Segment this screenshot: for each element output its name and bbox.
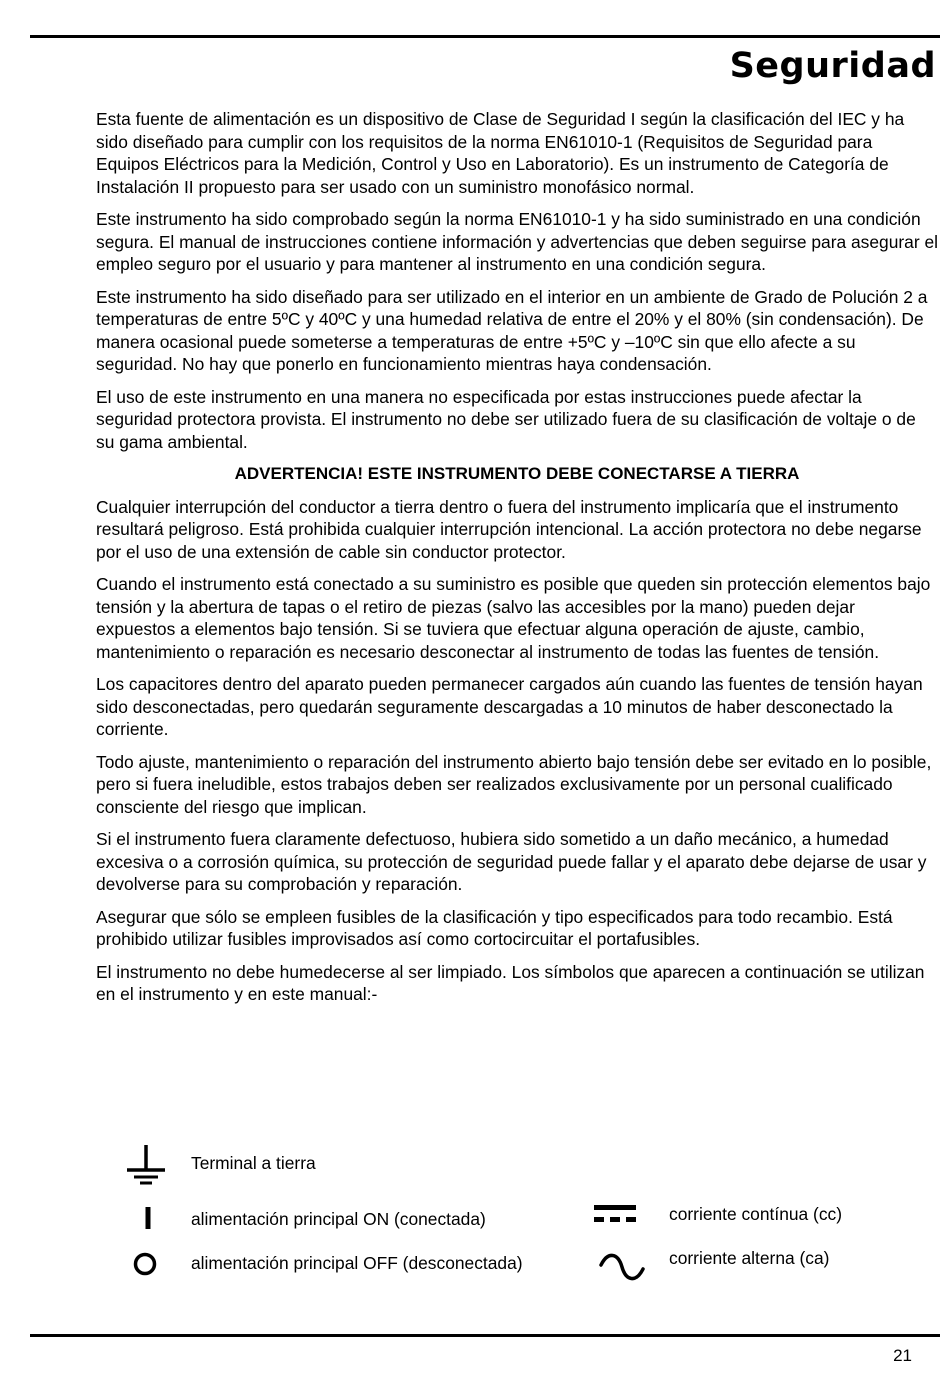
paragraph-9: Si el instrumento fuera claramente defectuoso, hubiera sido sometido a un daño mecánico, a humedad excesiva o a corrosión química, su protección de seguridad puede fallar y el aparato debe dejarse de usar y devolverse para su comprobación y reparación. <box>96 829 927 894</box>
warning-heading: ADVERTENCIA! ESTE INSTRUMENTO DEBE CONECTARSE A TIERRA <box>234 464 800 483</box>
paragraph-6: Cuando el instrumento está conectado a su suministro es posible que queden sin protección elementos bajo tensión y la abertura de tapas o el retiro de piezas (salvo las accesibles por la mano) pueden dejar expuestos a elementos bajo tensión. Si se tuviera que efectuar alguna operación de ajuste, cambio, mantenimiento o reparación es necesario desconectar al instrumento de todas las fuentes de tensión. <box>96 574 931 662</box>
paragraph-5: Cualquier interrupción del conductor a tierra dentro o fuera del instrumento implicaría que el instrumento resultará peligroso. Está prohibida cualquier interrupción intencional. La acción protectora no debe negarse por el uso de una extensión de cable sin conductor protector. <box>96 496 922 562</box>
page-title: Seguridad <box>729 46 936 86</box>
paragraph-10: Asegurar que sólo se empleen fusibles de la clasificación y tipo especificados para todo recambio. Está prohibido utilizar fusibles improvisados así como cortocircuitar el portafusibles. <box>96 906 893 949</box>
paragraph-4: El uso de este instrumento en una manera no especificada por estas instrucciones puede afectar la seguridad protectora provista. El instrumento no debe ser utilizado fuera de su clasificación de voltaje o de su gama ambiental. <box>96 386 916 452</box>
top-rule <box>30 35 940 38</box>
direct-current-label: corriente contínua (cc) <box>669 1204 843 1224</box>
paragraph-1: Esta fuente de alimentación es un dispositivo de Clase de Seguridad I según la clasificación del IEC y ha sido diseñado para cumplir con los requisitos de la norma EN61010-1 (Requisitos de Seguridad para Equipos Eléctricos para la Medición, Control y Uso en Laboratorio). Es un instrumento de Categoría de Instalación II propuesto para ser usado con un suministro monofásico normal. <box>96 109 905 197</box>
power-on-icon <box>140 1206 156 1230</box>
bottom-rule <box>30 1334 940 1337</box>
paragraph-3: Este instrumento ha sido diseñado para ser utilizado en el interior en un ambiente de Grado de Polución 2 a temperaturas de entre 5ºC y 40ºC y una humedad relativa de entre el 20% y el 80% (sin condensación). De manera ocasional puede someterse a temperaturas de entre +5ºC y –10ºC sin que ello afecte a su seguridad. No hay que ponerlo en funcionamiento mientras haya condensación. <box>96 286 928 374</box>
earth-ground-icon <box>124 1143 168 1187</box>
power-off-label: alimentación principal OFF (desconectada) <box>191 1253 523 1273</box>
body-text <box>96 108 938 1016</box>
direct-current-icon <box>594 1203 638 1225</box>
paragraph-2: Este instrumento ha sido comprobado según la norma EN61010-1 y ha sido suministrado en una condición segura. El manual de instrucciones contiene información y advertencias que deben seguirse para asegurar el empleo seguro por el usuario y para mantener al instrumento en una condición segura. <box>96 209 939 274</box>
earth-label: Terminal a tierra <box>191 1153 316 1173</box>
paragraph-7: Los capacitores dentro del aparato pueden permanecer cargados aún cuando las fuentes de tensión hayan sido desconectadas, pero quedarán seguramente descargadas a 10 minutos de haber desconectado la corriente. <box>96 674 923 739</box>
alternating-current-label: corriente alterna (ca) <box>669 1248 830 1268</box>
page-number: 21 <box>893 1346 912 1365</box>
power-on-label: alimentación principal ON (conectada) <box>191 1209 486 1229</box>
paragraph-11: El instrumento no debe humedecerse al ser limpiado. Los símbolos que aparecen a continuación se utilizan en el instrumento y en este manual:- <box>96 961 925 1004</box>
alternating-current-icon <box>598 1253 646 1281</box>
power-off-icon <box>131 1250 159 1278</box>
paragraph-8: Todo ajuste, mantenimiento o reparación del instrumento abierto bajo tensión debe ser evitado en lo posible, pero si fuera ineludible, estos trabajos deben ser realizados exclusivamente por un personal cualificado consciente del riesgo que implican. <box>96 751 932 817</box>
